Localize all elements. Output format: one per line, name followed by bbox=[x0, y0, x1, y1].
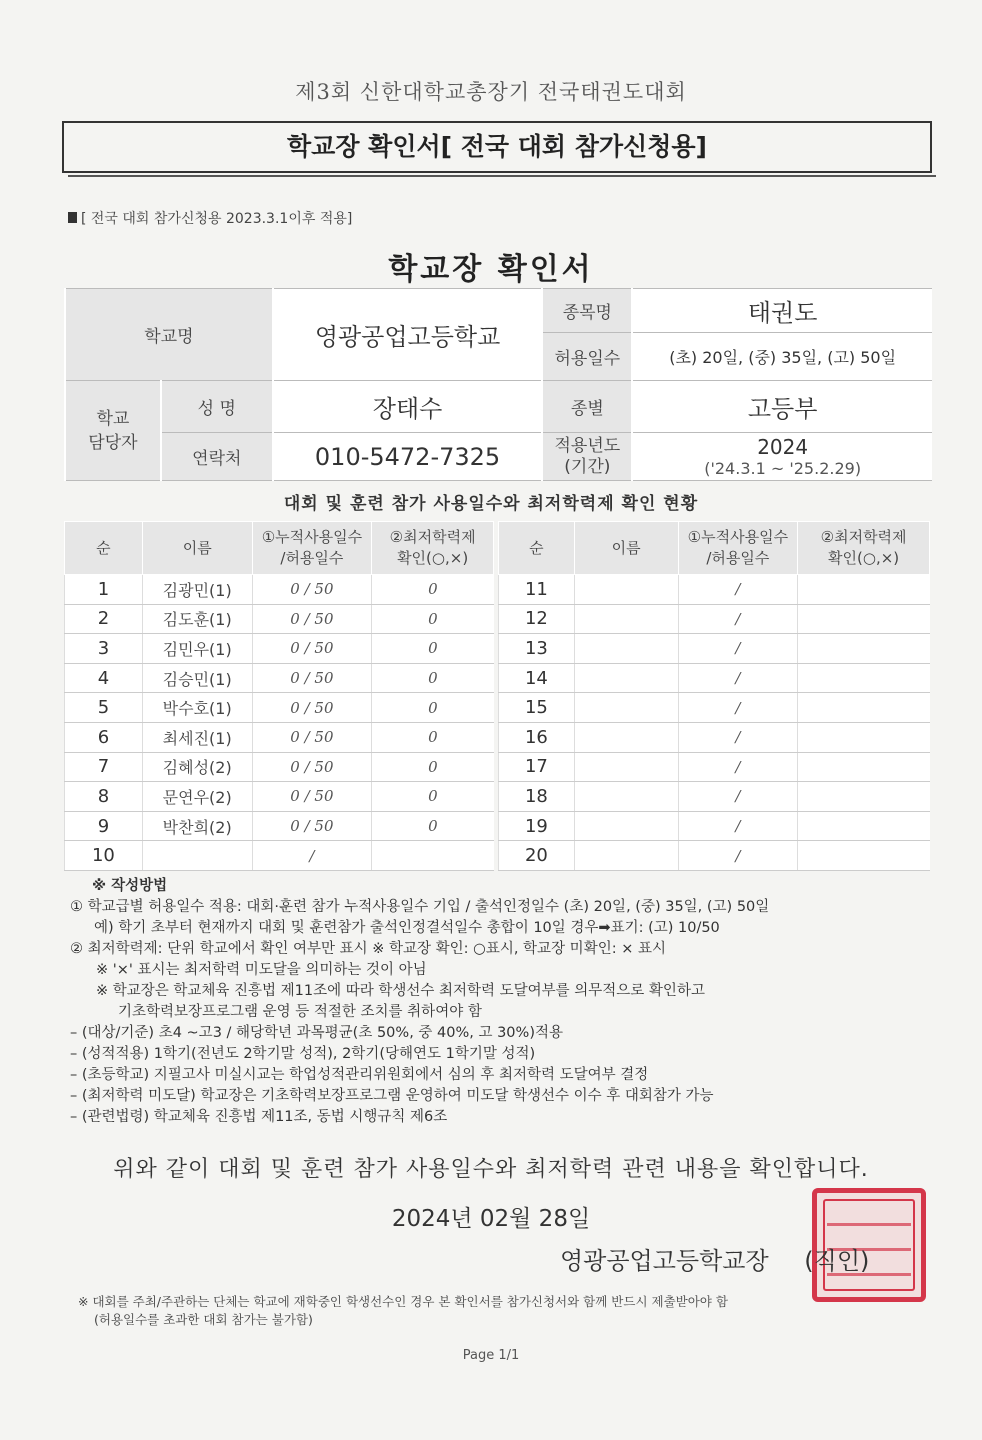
row-no: 17 bbox=[498, 752, 574, 782]
row-check bbox=[798, 782, 930, 812]
contact-value: 010-5472-7325 bbox=[273, 433, 543, 481]
status-title: 대회 및 훈련 참가 사용일수와 최저학력제 확인 현황 bbox=[283, 494, 699, 514]
row-check: 0 bbox=[372, 575, 494, 605]
row-no: 20 bbox=[498, 841, 574, 871]
row-days: 0 / 50 bbox=[252, 752, 372, 782]
row-days: 0 / 50 bbox=[252, 811, 372, 841]
row-days: / bbox=[678, 722, 798, 752]
footnote bbox=[78, 1293, 918, 1329]
row-no: 8 bbox=[65, 782, 143, 812]
row-days: / bbox=[678, 575, 798, 605]
row-name: 문연우(2) bbox=[142, 782, 252, 812]
row-days: 0 / 50 bbox=[252, 634, 372, 664]
row-name bbox=[574, 782, 678, 812]
row-no: 1 bbox=[65, 575, 143, 605]
method-line: ② 최저학력제: 단위 학교에서 확인 여부만 표시 ※ 학교장 확인: ○표시, 학교장 미확인: × 표시 bbox=[70, 941, 666, 957]
table-row bbox=[65, 575, 930, 605]
school-label: 학교명 bbox=[65, 289, 273, 381]
row-check: 0 bbox=[372, 782, 494, 812]
row-days: / bbox=[678, 663, 798, 693]
row-check bbox=[372, 841, 494, 871]
row-check: 0 bbox=[372, 604, 494, 634]
header-days-left: ①누적사용일수 /허용일수 bbox=[252, 522, 372, 575]
header-check-left: ②최저학력제 확인(○,×) bbox=[372, 522, 494, 575]
contact-label: 연락처 bbox=[161, 433, 273, 481]
row-check bbox=[798, 841, 930, 871]
method-line: – (대상/기준) 초4 ~고3 / 해당학년 과목평균(초 50%, 중 40%, 고 30%)적용 bbox=[70, 1025, 563, 1041]
row-name bbox=[142, 841, 252, 871]
row-name bbox=[574, 604, 678, 634]
method-line: ※ '×' 표시는 최저학력 미도달을 의미하는 것이 아님 bbox=[96, 962, 427, 978]
row-check: 0 bbox=[372, 634, 494, 664]
allowed-days-label: 허용일수 bbox=[542, 333, 632, 381]
row-name: 박수호(1) bbox=[142, 693, 252, 723]
footnote-line: (허용일수를 초과한 대회 참가는 불가함) bbox=[94, 1312, 313, 1327]
row-no: 6 bbox=[65, 722, 143, 752]
header-check-right: ②최저학력제 확인(○,×) bbox=[798, 522, 930, 575]
year-value: 2024 bbox=[757, 435, 809, 459]
row-check bbox=[798, 752, 930, 782]
school-value: 영광공업고등학교 bbox=[273, 289, 543, 381]
row-name: 김광민(1) bbox=[142, 575, 252, 605]
confirmation-statement: 위와 같이 대회 및 훈련 참가 사용일수와 최저학력 관련 내용을 확인합니다. bbox=[113, 1157, 869, 1182]
header-days-right: ①누적사용일수 /허용일수 bbox=[678, 522, 798, 575]
event-value: 태권도 bbox=[632, 289, 932, 333]
row-days: 0 / 50 bbox=[252, 722, 372, 752]
table-row bbox=[65, 782, 930, 812]
row-days: / bbox=[678, 634, 798, 664]
row-no: 15 bbox=[498, 693, 574, 723]
row-no: 13 bbox=[498, 634, 574, 664]
row-no: 19 bbox=[498, 811, 574, 841]
row-no: 16 bbox=[498, 722, 574, 752]
row-days: 0 / 50 bbox=[252, 663, 372, 693]
header-name-right: 이름 bbox=[574, 522, 678, 575]
seal-mark: (직인) bbox=[804, 1247, 870, 1275]
row-no: 5 bbox=[65, 693, 143, 723]
table-row bbox=[65, 604, 930, 634]
seal-line bbox=[827, 1223, 911, 1226]
row-name: 최세진(1) bbox=[142, 722, 252, 752]
row-days: 0 / 50 bbox=[252, 693, 372, 723]
name-label: 성 명 bbox=[161, 381, 273, 433]
row-check bbox=[798, 693, 930, 723]
method-line: ※ 학교장은 학교체육 진흥법 제11조에 따라 학생선수 최저학력 도달여부를 의무적으로 확인하고 bbox=[96, 983, 705, 999]
method-line: ① 학교급별 허용일수 적용: 대회·훈련 참가 누적사용일수 기입 / 출석인정일수 (초) 20일, (중) 35일, (고) 50일 bbox=[70, 899, 770, 915]
row-days: / bbox=[678, 841, 798, 871]
row-no: 2 bbox=[65, 604, 143, 634]
row-days: / bbox=[678, 752, 798, 782]
table-row bbox=[65, 841, 930, 871]
row-check: 0 bbox=[372, 693, 494, 723]
page-number: Page 1/1 bbox=[462, 1348, 520, 1363]
row-name bbox=[574, 693, 678, 723]
row-name bbox=[574, 811, 678, 841]
row-check: 0 bbox=[372, 722, 494, 752]
row-name bbox=[574, 634, 678, 664]
row-no: 3 bbox=[65, 634, 143, 664]
method-line: 예) 학기 초부터 현재까지 대회 및 훈련참가 출석인정결석일수 총합이 10일 경우➡표기: (고) 10/50 bbox=[94, 920, 720, 936]
method-line: – (초등학교) 지필고사 미실시교는 학업성적관리위원회에서 심의 후 최저학력 도달여부 결정 bbox=[70, 1067, 649, 1083]
row-check bbox=[798, 722, 930, 752]
header-name-left: 이름 bbox=[142, 522, 252, 575]
header-no-left: 순 bbox=[65, 522, 143, 575]
header-no-right: 순 bbox=[498, 522, 574, 575]
table-row bbox=[65, 811, 930, 841]
row-check bbox=[798, 811, 930, 841]
method-line: 기초학력보장프로그램 운영 등 적절한 조치를 취하여야 함 bbox=[118, 1004, 482, 1020]
info-table bbox=[64, 288, 932, 481]
issue-date: 2024년 02월 28일 bbox=[391, 1206, 591, 1232]
row-name bbox=[574, 841, 678, 871]
row-days: / bbox=[678, 604, 798, 634]
name-value: 장태수 bbox=[273, 381, 543, 433]
row-name bbox=[574, 575, 678, 605]
event-label: 종목명 bbox=[542, 289, 632, 333]
row-days: 0 / 50 bbox=[252, 575, 372, 605]
table-row bbox=[65, 722, 930, 752]
method-line: – (최저학력 미도달) 학교장은 기초학력보장프로그램 운영하여 미도달 학생선수 이수 후 대회참가 가능 bbox=[70, 1088, 714, 1104]
table-row bbox=[65, 663, 930, 693]
year-cell bbox=[632, 433, 932, 481]
square-bullet-icon bbox=[68, 212, 77, 223]
year-label: 적용년도 (기간) bbox=[542, 433, 632, 481]
row-days: 0 / 50 bbox=[252, 782, 372, 812]
row-check bbox=[798, 575, 930, 605]
row-name: 김승민(1) bbox=[142, 663, 252, 693]
row-days: / bbox=[678, 693, 798, 723]
table-row bbox=[65, 693, 930, 723]
writing-method bbox=[70, 876, 910, 1128]
row-name: 김도훈(1) bbox=[142, 604, 252, 634]
row-days: / bbox=[678, 811, 798, 841]
row-no: 7 bbox=[65, 752, 143, 782]
applicability-note bbox=[68, 208, 352, 228]
row-check bbox=[798, 663, 930, 693]
footnote-line: ※ 대회를 주최/주관하는 단체는 학교에 재학중인 학생선수인 경우 본 확인서를 참가신청서와 함께 반드시 제출받아야 함 bbox=[78, 1294, 728, 1309]
document-title: 학교장 확인서[ 전국 대회 참가신청용] bbox=[62, 121, 932, 173]
principal-signature bbox=[560, 1241, 869, 1276]
row-no: 10 bbox=[65, 841, 143, 871]
row-check: 0 bbox=[372, 752, 494, 782]
method-line: – (관련법령) 학교체육 진흥법 제11조, 동법 시행규칙 제6조 bbox=[70, 1109, 448, 1125]
method-heading: ※ 작성방법 bbox=[92, 878, 168, 894]
roster-table bbox=[64, 521, 930, 871]
row-no: 9 bbox=[65, 811, 143, 841]
form-title: 학교장 확인서 bbox=[388, 252, 594, 287]
row-name: 김민우(1) bbox=[142, 634, 252, 664]
row-no: 18 bbox=[498, 782, 574, 812]
allowed-days-value: (초) 20일, (중) 35일, (고) 50일 bbox=[632, 333, 932, 381]
row-no: 12 bbox=[498, 604, 574, 634]
row-name bbox=[574, 722, 678, 752]
period-value: ('24.3.1 ~ '25.2.29) bbox=[704, 459, 862, 478]
table-row bbox=[65, 634, 930, 664]
row-check: 0 bbox=[372, 811, 494, 841]
manager-label: 학교 담당자 bbox=[65, 381, 161, 481]
row-check: 0 bbox=[372, 663, 494, 693]
table-row bbox=[65, 752, 930, 782]
row-days: / bbox=[252, 841, 372, 871]
principal-name: 영광공업고등학교장 bbox=[560, 1247, 769, 1275]
applicability-text: [ 전국 대회 참가신청용 2023.3.1이후 적용] bbox=[81, 211, 353, 227]
division-label: 종별 bbox=[542, 381, 632, 433]
division-value: 고등부 bbox=[632, 381, 932, 433]
row-name bbox=[574, 752, 678, 782]
row-days: 0 / 50 bbox=[252, 604, 372, 634]
row-name: 김혜성(2) bbox=[142, 752, 252, 782]
row-no: 14 bbox=[498, 663, 574, 693]
method-line: – (성적적용) 1학기(전년도 2학기말 성적), 2학기(당해연도 1학기말 성적) bbox=[70, 1046, 536, 1062]
row-name: 박찬희(2) bbox=[142, 811, 252, 841]
row-no: 11 bbox=[498, 575, 574, 605]
title-shadow-line bbox=[68, 175, 936, 177]
row-name bbox=[574, 663, 678, 693]
event-title: 제3회 신한대학교총장기 전국태권도대회 bbox=[295, 80, 687, 104]
row-check bbox=[798, 634, 930, 664]
row-check bbox=[798, 604, 930, 634]
row-no: 4 bbox=[65, 663, 143, 693]
row-days: / bbox=[678, 782, 798, 812]
